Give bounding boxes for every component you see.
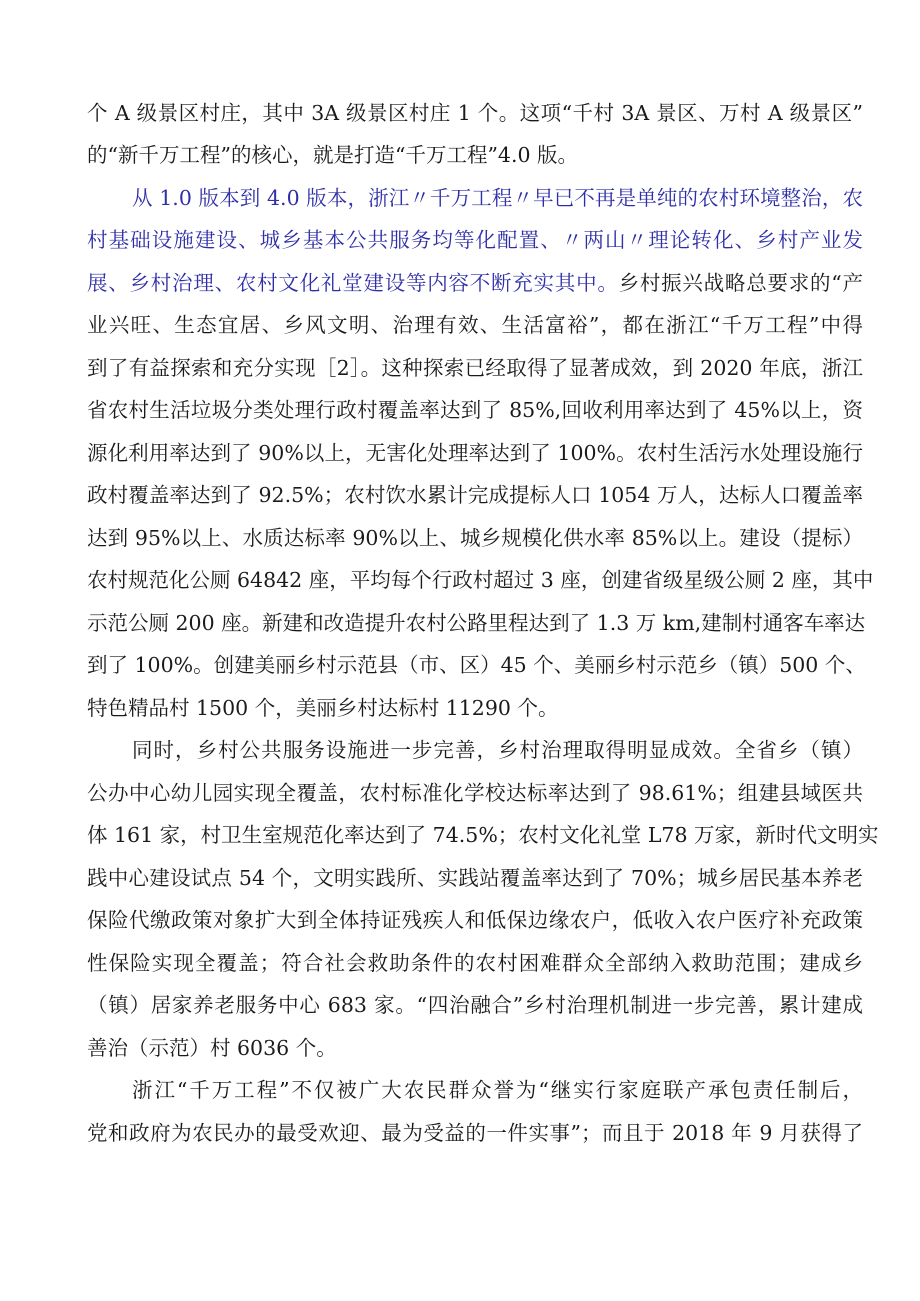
text-line: 省农村生活垃圾分类处理行政村覆盖率达到了 85%,回收利用率达到了 45%以上，资 (87, 398, 863, 422)
text-line: 性保险实现全覆盖；符合社会救助条件的农村困难群众全部纳入救助范围；建成乡 (87, 951, 863, 975)
text-line-mixed (87, 263, 863, 303)
text-line: 的“新千万工程”的核心，就是打造“千万工程”4.0 版。 (87, 143, 579, 167)
text-line: 特色精品村 1500 个，美丽乡村达标村 11290 个。 (87, 696, 559, 720)
text-line: 浙江“千万工程”不仅被广大农民群众誉为“继实行家庭联产承包责任制后， (132, 1078, 863, 1102)
text-line-highlighted: 从 1.0 版本到 4.0 版本，浙江〃千万工程〃早已不再是单纯的农村环境整治，农 (132, 186, 863, 210)
text-line: 农村规范化公厕 64842 座，平均每个行政村超过 3 座，创建省级星级公厕 2 座，其中 (87, 568, 874, 592)
text-line-highlighted: 村基础设施建设、城乡基本公共服务均等化配置、〃两山〃理论转化、乡村产业发 (87, 228, 863, 252)
text-line: 源化利用率达到了 90%以上，无害化处理率达到了 100%。农村生活污水处理设施行 (87, 441, 863, 465)
text-line: 到了有益探索和充分实现［2］。这种探索已经取得了显著成效，到 2020 年底，浙江 (87, 356, 863, 380)
text-line: 践中心建设试点 54 个，文明实践所、实践站覆盖率达到了 70%；城乡居民基本养老 (87, 866, 863, 890)
text-line: 示范公厕 200 座。新建和改造提升农村公路里程达到了 1.3 万 km,建制村通客车率达 (87, 611, 866, 635)
text-line: 业兴旺、生态宜居、乡风文明、治理有效、生活富裕”，都在浙江“千万工程”中得 (87, 313, 863, 337)
text-line: 政村覆盖率达到了 92.5%；农村饮水累计完成提标人口 1054 万人，达标人口覆盖率 (87, 483, 863, 507)
text-line: 体 161 家，村卫生室规范化率达到了 74.5%；农村文化礼堂 L78 万家，新时代文明实 (87, 823, 879, 847)
text-line: 同时，乡村公共服务设施进一步完善，乡村治理取得明显成效。全省乡（镇） (132, 738, 863, 762)
text-line: 善治（示范）村 6036 个。 (87, 1036, 337, 1060)
text-line: 达到 95%以上、水质达标率 90%以上、城乡规模化供水率 85%以上。建设（提标） (87, 526, 863, 550)
text-line: 保险代缴政策对象扩大到全体持证残疾人和低保边缘农户，低收入农户医疗补充政策 (87, 908, 863, 932)
text-line: 到了 100%。创建美丽乡村示范县（市、区）45 个、美丽乡村示范乡（镇）500 个、 (87, 653, 866, 677)
text-line: 个 A 级景区村庄，其中 3A 级景区村庄 1 个。这项“千村 3A 景区、万村 A 级景区” (87, 101, 863, 125)
text-line: 公办中心幼儿园实现全覆盖，农村标准化学校达标率达到了 98.61%；组建县域医共 (87, 781, 863, 805)
text-run: 乡村振兴战略总要求的“产 (618, 271, 863, 295)
text-line: （镇）居家养老服务中心 683 家。“四治融合”乡村治理机制进一步完善，累计建成 (87, 993, 863, 1017)
text-line: 党和政府为农民办的最受欢迎、最为受益的一件实事”；而且于 2018 年 9 月获得了 (87, 1121, 863, 1145)
highlighted-text: 展、乡村治理、农村文化礼堂建设等内容不断充实其中。 (87, 271, 619, 295)
